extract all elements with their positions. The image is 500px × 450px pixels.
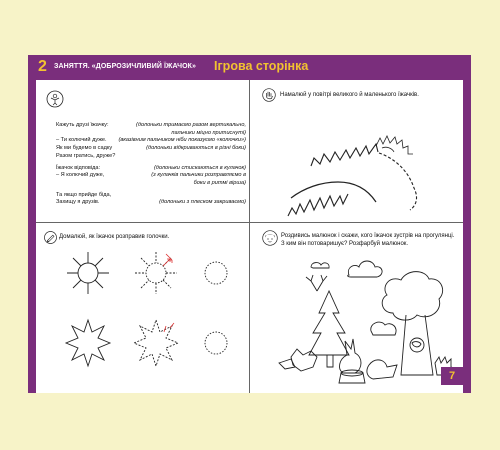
page-header xyxy=(28,55,471,80)
poem-line-instruction: (долоньки з плеском закриваємо) xyxy=(159,199,246,206)
poem-line xyxy=(56,137,246,145)
horizontal-divider xyxy=(36,222,463,223)
lesson-number: 2 xyxy=(38,58,47,75)
poem-line xyxy=(56,153,246,161)
poem-line-text: – Ти колючий дуже. xyxy=(56,137,107,144)
poem-line-text: Кажуть друзі їжачку: xyxy=(56,122,109,128)
pencil-icon xyxy=(44,231,57,244)
task-complete-needles: Домалюй, як їжачок розправив голочки. xyxy=(59,234,170,240)
task-look-and-color-line2: З ким він потоваришує? Розфарбуй малюнок. xyxy=(281,241,409,247)
poem-line-text: Разом гратись, друже? xyxy=(56,152,116,159)
poem-line-instruction: (вказівним пальчиком ніби показуємо «колючки») xyxy=(118,137,246,144)
page-number: 7 xyxy=(441,367,463,385)
poem-line-instruction: пальчики міцно притиснуті) xyxy=(171,129,246,136)
poem-line xyxy=(56,199,246,207)
finger-play-poem xyxy=(56,122,246,207)
child-face-icon xyxy=(262,230,278,246)
hedgehog-outline-drawing xyxy=(286,130,446,218)
poem-line xyxy=(56,122,246,130)
forest-animals-coloring-picture xyxy=(251,245,463,392)
poem-line-instruction: (долоньки тримаємо разом вертикально, xyxy=(135,122,246,128)
poem-line-instruction: (долоньки відкриваються в різні боки) xyxy=(146,145,246,152)
task-look-and-color-line1: Роздивись малюнок і скажи, кого їжачок зустрів на прогулянці. xyxy=(281,233,455,239)
finger-play-icon xyxy=(46,90,64,108)
poem-line-text: Та якщо прийде біда, xyxy=(56,191,112,198)
hand-icon xyxy=(262,88,276,102)
poem-line xyxy=(56,145,246,153)
page-heading: Ігрова сторінка xyxy=(214,59,309,73)
poem-line-text: Їжачок відповіда: xyxy=(56,164,101,171)
poem-line-text: Як ми будемо в садку xyxy=(56,145,113,152)
poem-line-instruction: (долоньки стискаються в кулачок) xyxy=(153,164,246,171)
poem-line-instruction: (з кулачків пальчики розправляємо в xyxy=(151,172,246,179)
worksheet-area xyxy=(36,80,463,393)
poem-line-instruction: боки в ритмі вірша) xyxy=(193,179,246,186)
sun-patterns-exercise xyxy=(36,248,248,390)
poem-line xyxy=(56,180,246,188)
poem-line xyxy=(56,172,246,180)
page-frame xyxy=(28,55,471,393)
poem-line-text: – Я колючий дуже, xyxy=(56,172,105,179)
task-air-drawing: Намалюй у повітрі великого й маленького їжачків. xyxy=(280,92,419,98)
poem-line-text: Захищу я друзів. xyxy=(56,199,100,206)
lesson-title: ЗАНЯТТЯ. «ДОБРОЗИЧЛИВИЙ ЇЖАЧОК» xyxy=(54,63,197,70)
vertical-divider xyxy=(249,80,250,393)
poem-line xyxy=(56,192,246,200)
